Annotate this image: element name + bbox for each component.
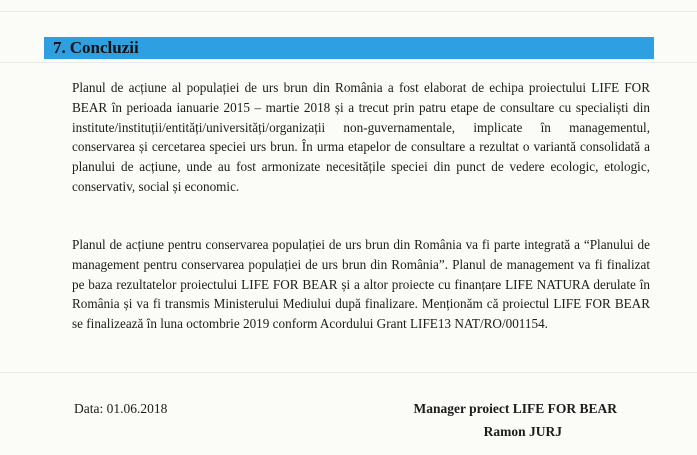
- bleed-rule: [0, 62, 697, 63]
- section-heading: [44, 37, 654, 59]
- bleed-rule: [0, 372, 697, 373]
- document-date: Data: 01.06.2018: [74, 401, 168, 416]
- signer-title: Manager proiect LIFE FOR BEAR: [413, 401, 617, 416]
- section-title: Concluzii: [69, 38, 139, 57]
- signer-name: Ramon JURJ: [483, 424, 562, 439]
- paragraph-1: Planul de acțiune al populației de urs brun din România a fost elaborat de echipa proiectului LIFE FOR BEAR în perioada ianuarie 2015 – martie 2018 și a trecut prin patru etape de consultare cu specialiști din institute/instituții/entități/universități/organizații non-guvernamentale, implicate în managementul, conservarea și cercetarea speciei urs brun. În urma etapelor de consultare a rezultat o variantă consolidată a planului de acțiune, unde au fost armonizate necesitățile speciei din punct de vedere ecologic, etologic, conservativ, social și economic.: [72, 80, 650, 194]
- paragraph-2: Planul de acțiune pentru conservarea populației de urs brun din România va fi parte integrată a “Planului de management pentru conservarea populației de urs brun din România”. Planul de management va fi finalizat pe baza rezultatelor proiectului LIFE FOR BEAR și a altor proiecte cu finanțare LIFE NATURA derulate în România și va fi transmis Ministerului Mediului după finalizare. Menționăm că proiectul LIFE FOR BEAR se finalizează în luna octombrie 2019 conform Acordului Grant LIFE13 NAT/RO/001154.: [72, 237, 650, 332]
- section-number: 7.: [53, 38, 66, 57]
- bleed-rule: [0, 11, 697, 12]
